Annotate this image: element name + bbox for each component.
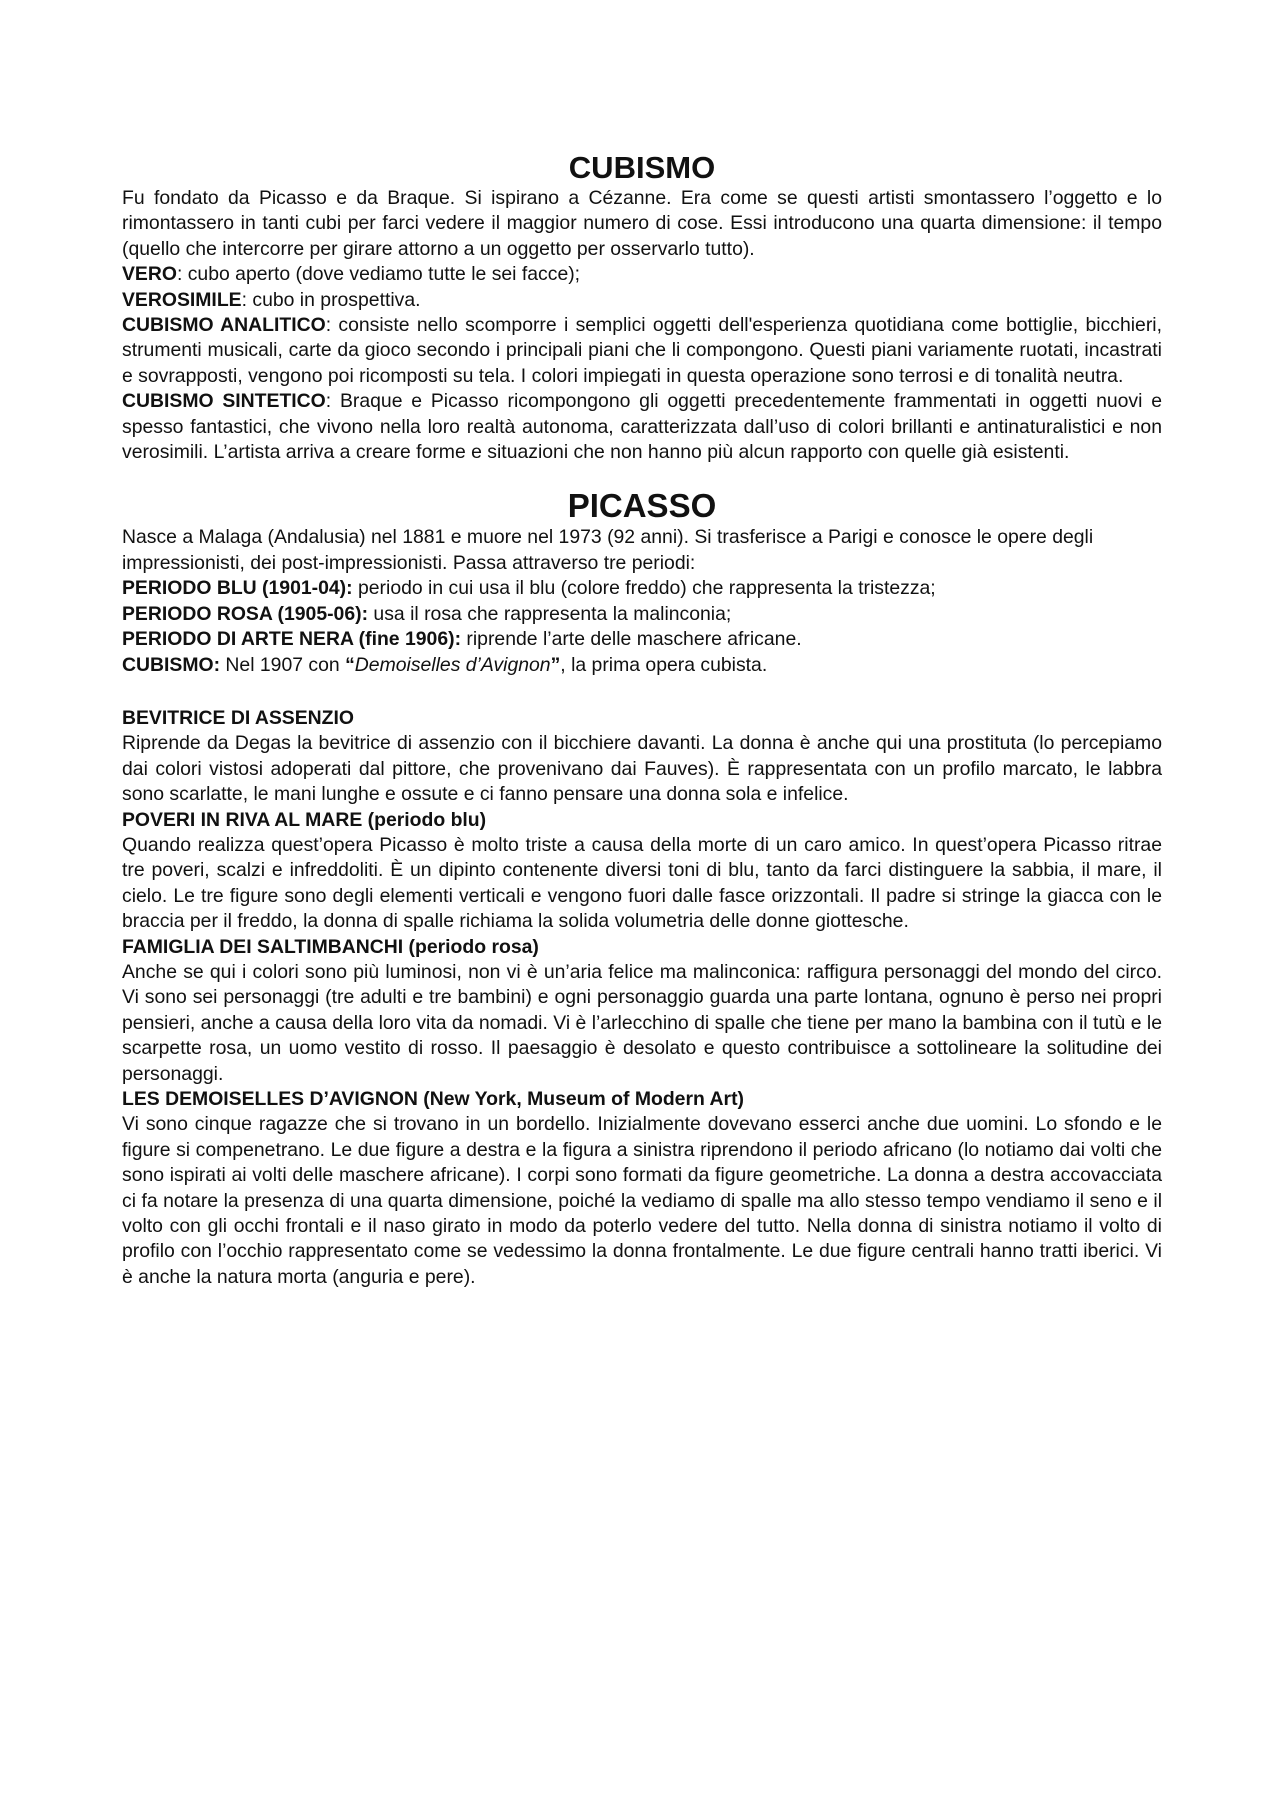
periodo-blu-term: PERIODO BLU (1901-04): [122,577,353,600]
quote-close: ” [550,653,561,676]
verosimile-text: : cubo in prospettiva. [241,288,421,311]
periodo-blu-text: periodo in cui usa il blu (colore freddo) che rappresenta la tristezza; [352,577,936,600]
periodo-rosa-text: usa il rosa che rappresenta la malinconia; [368,602,732,625]
work-demoiselles [122,1087,1162,1290]
work-heading: BEVITRICE DI ASSENZIO [122,706,354,729]
cubismo-sintetico-text: : Braque e Picasso ricompongono gli oggetti precedentemente frammentati in oggetti nuovi e spesso fantastici, che vivono nella loro realtà autonoma, caratterizzata dall’uso di colori brillanti e antinaturalistici e non verosimili. L’artista arriva a creare forme e situazioni che non hanno più alcun rapporto con quelle già esistenti. [122,390,1163,464]
demoiselles-title: Demoiselles d’Avignon [354,653,551,676]
cubismo-analitico-term: CUBISMO ANALITICO [122,314,326,337]
vero-definition [122,262,1162,287]
picasso-intro: Nasce a Malaga (Andalusia) nel 1881 e muore nel 1973 (92 anni). Si trasferisce a Parigi e conosce le opere degli impressionisti, dei post-impressionisti. Passa attraverso tre periodi: [122,526,1094,574]
quote-open: “ [345,653,355,676]
cubismo-title: CUBISMO [568,150,716,185]
periodo-arte-nera-term: PERIODO DI ARTE NERA (fine 1906): [122,628,462,651]
work-bevitrice [122,706,1162,808]
work-description: Quando realizza quest’opera Picasso è molto triste a causa della morte di un caro amico. In quest’opera Picasso ritrae tre poveri, scalzi e infreddoliti. È un dipinto contenente diversi toni di blu, tanto da farci distinguere la sabbia, il mare, il cielo. Le tre figure sono degli elementi verticali e vengono fuori dalle fasce orizzontali. Il padre si stringe la giacca con le braccia per il freddo, la donna di spalle richiama la solida volumetria delle donne giottesche. [122,833,1162,933]
periodo-arte-nera [122,627,1162,652]
periodo-rosa [122,602,1162,627]
periodo-rosa-term: PERIODO ROSA (1905-06): [122,602,369,625]
cubismo-intro: Fu fondato da Picasso e da Braque. Si ispirano a Cézanne. Era come se questi artisti smontassero l’oggetto e lo rimontassero in tanti cubi per farci vedere il maggior numero di cose. Essi introducono una quarta dimensione: il tempo (quello che intercorre per girare attorno a un oggetto per osservarlo tutto). [122,187,1162,260]
work-description: Riprende da Degas la bevitrice di assenzio con il bicchiere davanti. La donna è anche qui una prostituta (lo percepiamo dai colori vistosi adoperati dal pittore, che provenivano dai Fauves). È rappresentata con un profilo marcato, le labbra sono scarlatte, le mani lunghe e ossute e ci fanno pensare una donna sola e infelice. [122,732,1162,806]
work-heading: LES DEMOISELLES D’AVIGNON (New York, Museum of Modern Art) [122,1088,744,1110]
vero-term: VERO [122,263,177,286]
cubismo-sintetico-paragraph [122,389,1162,465]
work-poveri [122,808,1162,935]
periodo-cubismo-text-b: , la prima opera cubista. [560,653,768,676]
work-description: Vi sono cinque ragazze che si trovano in un bordello. Inizialmente dovevano esserci anche due uomini. Lo sfondo e le figure si compenetrano. Le due figure a destra e la figura a sinistra riprendono il periodo africano (lo notiamo dai volti che sono ispirati ai volti delle maschere africane). I corpi sono formati da figure geometriche. La donna a destra accovacciata ci fa notare la presenza di una quarta dimensione, poiché la vediamo di spalle ma allo stesso tempo vendiamo il seno e il volto con gli occhi frontali e il naso girato in modo da poterlo vedere del tutto. Nella donna di sinistra notiamo il volto di profilo con l’occhio rappresentato come se vedessimo la donna frontalmente. Le due figure centrali hanno tratti iberici. Vi è anche la natura morta (anguria e pere). [122,1113,1162,1288]
periodo-cubismo-text-a: Nel 1907 con [220,653,346,676]
work-heading: POVERI IN RIVA AL MARE (periodo blu) [122,808,487,831]
vero-text: : cubo aperto (dove vediamo tutte le sei facce); [176,263,581,286]
cubismo-sintetico-term: CUBISMO SINTETICO [122,390,326,413]
work-saltimbanchi [122,935,1162,1087]
periodo-cubismo-term: CUBISMO: [122,653,221,676]
verosimile-definition [122,288,1162,313]
periodo-cubismo [122,653,1162,678]
cubismo-analitico-text: : consiste nello scomporre i semplici oggetti dell'esperienza quotidiana come bottiglie, bicchieri, strumenti musicali, carte da gioco secondo i principali piani che li compongono. Questi piani variamente ruotati, incastrati e sovrapposti, vengono poi ricomposti su tela. I colori impiegati in questa operazione sono terrosi e di tonalità neutra. [122,314,1162,387]
periodo-arte-nera-text: riprende l’arte delle maschere africane. [461,628,802,651]
verosimile-term: VEROSIMILE [122,288,242,311]
periodo-blu [122,576,1162,601]
work-heading: FAMIGLIA DEI SALTIMBANCHI (periodo rosa) [122,935,539,958]
work-description: Anche se qui i colori sono più luminosi, non vi è un’aria felice ma malinconica: raffigura personaggi del mondo del circo. Vi sono sei personaggi (tre adulti e tre bambini) e ogni personaggio guarda una parte lontana, ognuno è perso nei propri pensieri, anche a causa della loro vita da nomadi. Vi è l’arlecchino di spalle che tiene per mano la bambina con il tutù e le scarpette rosa, un uomo vestito di rosso. Il paesaggio è desolato e questo contribuisce a sottolineare la solitudine dei personaggi. [122,960,1162,1085]
picasso-title: PICASSO [567,487,717,525]
section-spacer [122,678,1162,706]
cubismo-analitico-paragraph [122,313,1162,389]
